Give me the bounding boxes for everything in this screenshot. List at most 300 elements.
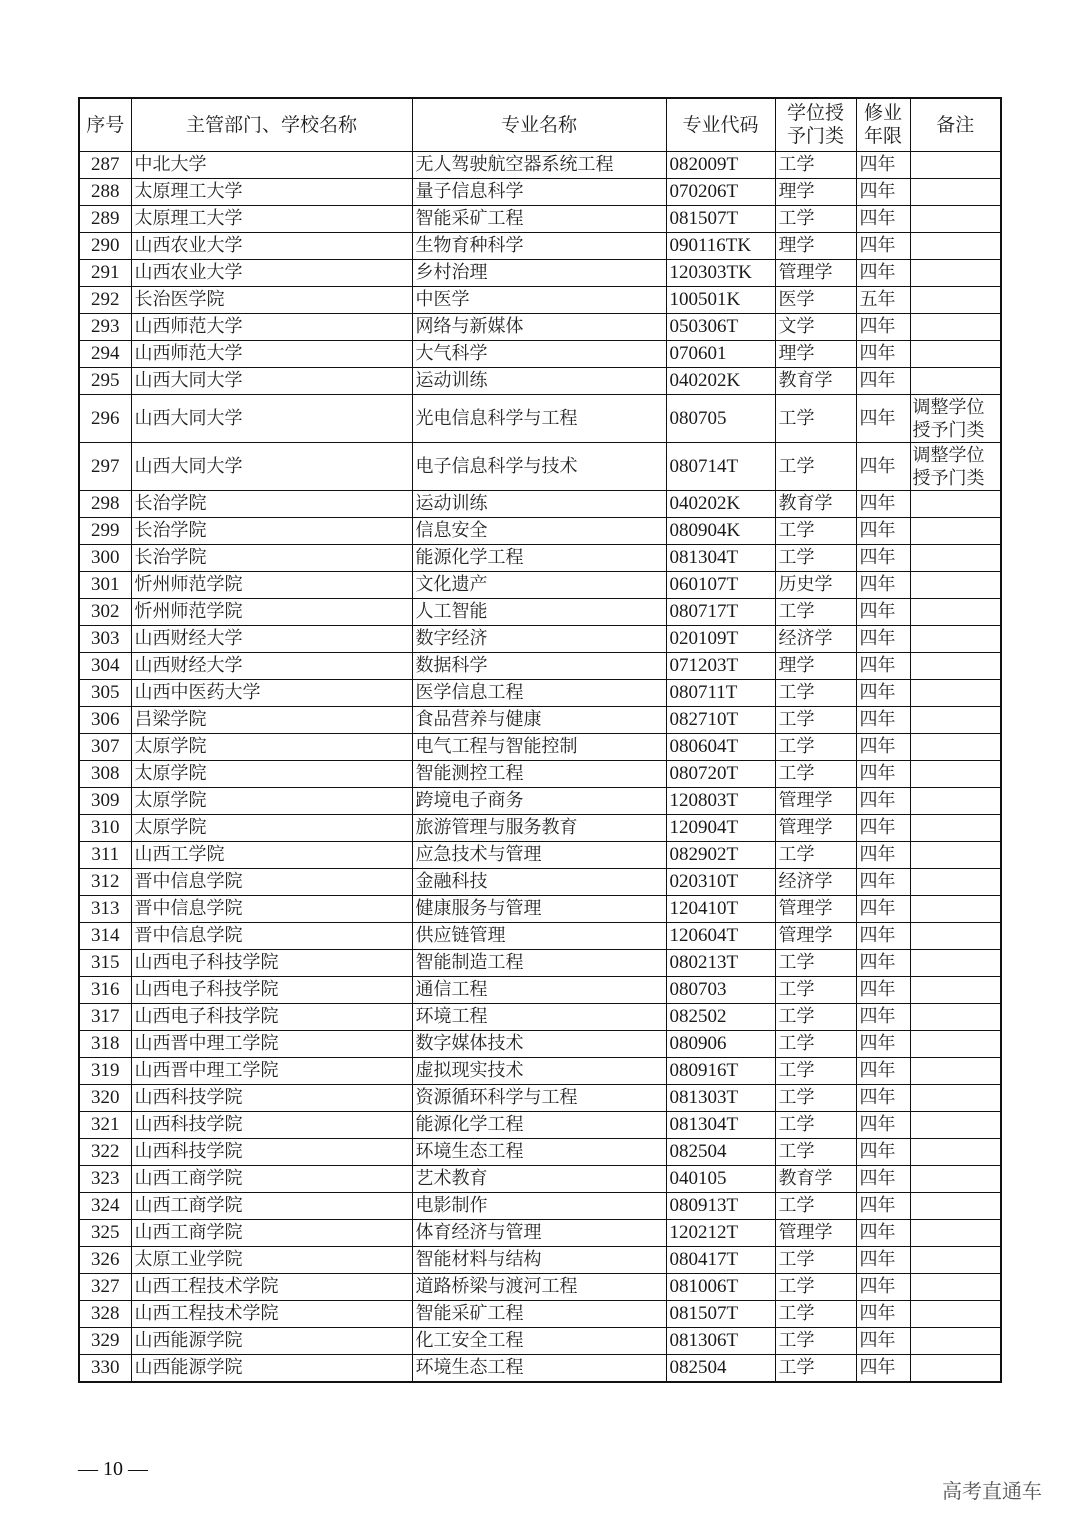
row-years: 四年 xyxy=(856,1139,910,1166)
row-major: 金融科技 xyxy=(412,869,666,896)
row-seq: 319 xyxy=(79,1058,131,1085)
table-row xyxy=(79,1328,1001,1355)
row-note xyxy=(910,869,1001,896)
row-code: 080711T xyxy=(666,680,775,707)
row-note xyxy=(910,653,1001,680)
row-code: 080705 xyxy=(666,395,775,443)
row-degree: 理学 xyxy=(775,341,856,368)
row-school: 山西财经大学 xyxy=(131,626,412,653)
row-major: 中医学 xyxy=(412,287,666,314)
row-major: 医学信息工程 xyxy=(412,680,666,707)
row-note xyxy=(910,1220,1001,1247)
row-seq: 296 xyxy=(79,395,131,443)
row-major: 智能采矿工程 xyxy=(412,206,666,233)
row-note xyxy=(910,626,1001,653)
row-note xyxy=(910,1166,1001,1193)
row-seq: 328 xyxy=(79,1301,131,1328)
row-school: 长治学院 xyxy=(131,545,412,572)
row-school: 山西电子科技学院 xyxy=(131,1004,412,1031)
row-degree: 教育学 xyxy=(775,1166,856,1193)
row-note xyxy=(910,1274,1001,1301)
row-major: 旅游管理与服务教育 xyxy=(412,815,666,842)
row-code: 120303TK xyxy=(666,260,775,287)
row-years: 四年 xyxy=(856,1247,910,1274)
row-years: 四年 xyxy=(856,206,910,233)
row-code: 082504 xyxy=(666,1355,775,1383)
row-code: 081304T xyxy=(666,1112,775,1139)
row-note xyxy=(910,1355,1001,1383)
row-seq: 314 xyxy=(79,923,131,950)
row-years: 四年 xyxy=(856,734,910,761)
row-major: 乡村治理 xyxy=(412,260,666,287)
row-seq: 324 xyxy=(79,1193,131,1220)
row-major: 能源化学工程 xyxy=(412,1112,666,1139)
row-major: 网络与新媒体 xyxy=(412,314,666,341)
row-degree: 文学 xyxy=(775,314,856,341)
row-years: 四年 xyxy=(856,518,910,545)
row-seq: 312 xyxy=(79,869,131,896)
row-seq: 316 xyxy=(79,977,131,1004)
row-major: 数字经济 xyxy=(412,626,666,653)
table-row xyxy=(79,1355,1001,1383)
row-code: 080717T xyxy=(666,599,775,626)
row-code: 080916T xyxy=(666,1058,775,1085)
row-years: 四年 xyxy=(856,1301,910,1328)
row-major: 环境生态工程 xyxy=(412,1139,666,1166)
header-school: 主管部门、学校名称 xyxy=(131,98,412,152)
table-row xyxy=(79,815,1001,842)
row-school: 晋中信息学院 xyxy=(131,869,412,896)
header-note: 备注 xyxy=(910,98,1001,152)
table-row xyxy=(79,680,1001,707)
table-row xyxy=(79,896,1001,923)
row-seq: 317 xyxy=(79,1004,131,1031)
row-school: 中北大学 xyxy=(131,152,412,179)
row-major: 数据科学 xyxy=(412,653,666,680)
row-code: 040202K xyxy=(666,491,775,518)
row-code: 082502 xyxy=(666,1004,775,1031)
row-code: 081006T xyxy=(666,1274,775,1301)
row-seq: 306 xyxy=(79,707,131,734)
row-seq: 289 xyxy=(79,206,131,233)
row-school: 太原学院 xyxy=(131,815,412,842)
table-row xyxy=(79,1193,1001,1220)
row-degree: 工学 xyxy=(775,1139,856,1166)
row-school: 山西师范大学 xyxy=(131,314,412,341)
row-years: 四年 xyxy=(856,1193,910,1220)
table-row xyxy=(79,545,1001,572)
row-years: 四年 xyxy=(856,314,910,341)
row-major: 体育经济与管理 xyxy=(412,1220,666,1247)
row-school: 山西电子科技学院 xyxy=(131,977,412,1004)
row-school: 山西财经大学 xyxy=(131,653,412,680)
row-note xyxy=(910,1058,1001,1085)
header-degree xyxy=(775,98,856,152)
row-years: 四年 xyxy=(856,572,910,599)
table-row xyxy=(79,206,1001,233)
row-code: 080417T xyxy=(666,1247,775,1274)
row-years: 四年 xyxy=(856,923,910,950)
row-major: 智能测控工程 xyxy=(412,761,666,788)
row-years: 四年 xyxy=(856,1085,910,1112)
row-note xyxy=(910,1247,1001,1274)
row-code: 080703 xyxy=(666,977,775,1004)
row-note xyxy=(910,977,1001,1004)
row-years: 四年 xyxy=(856,341,910,368)
row-major: 电影制作 xyxy=(412,1193,666,1220)
row-note xyxy=(910,572,1001,599)
row-seq: 326 xyxy=(79,1247,131,1274)
row-note xyxy=(910,1004,1001,1031)
row-code: 100501K xyxy=(666,287,775,314)
row-major: 食品营养与健康 xyxy=(412,707,666,734)
row-degree: 工学 xyxy=(775,545,856,572)
row-school: 山西农业大学 xyxy=(131,260,412,287)
row-degree: 工学 xyxy=(775,1058,856,1085)
row-seq: 318 xyxy=(79,1031,131,1058)
row-degree: 工学 xyxy=(775,977,856,1004)
table-row xyxy=(79,1166,1001,1193)
row-school: 太原学院 xyxy=(131,734,412,761)
row-code: 060107T xyxy=(666,572,775,599)
row-degree: 工学 xyxy=(775,1355,856,1383)
row-major: 电子信息科学与技术 xyxy=(412,443,666,491)
row-degree: 工学 xyxy=(775,1328,856,1355)
row-seq: 295 xyxy=(79,368,131,395)
row-seq: 291 xyxy=(79,260,131,287)
row-code: 080213T xyxy=(666,950,775,977)
header-code: 专业代码 xyxy=(666,98,775,152)
row-degree: 理学 xyxy=(775,233,856,260)
row-code: 020310T xyxy=(666,869,775,896)
row-school: 山西工程技术学院 xyxy=(131,1301,412,1328)
row-years: 四年 xyxy=(856,233,910,260)
row-note xyxy=(910,923,1001,950)
row-seq: 307 xyxy=(79,734,131,761)
row-code: 120803T xyxy=(666,788,775,815)
table-row xyxy=(79,977,1001,1004)
header-degree-line1: 学位授 xyxy=(786,102,844,124)
row-years: 四年 xyxy=(856,815,910,842)
row-major: 艺术教育 xyxy=(412,1166,666,1193)
row-seq: 309 xyxy=(79,788,131,815)
row-code: 081507T xyxy=(666,206,775,233)
table-row xyxy=(79,1085,1001,1112)
row-code: 120904T xyxy=(666,815,775,842)
row-major: 智能采矿工程 xyxy=(412,1301,666,1328)
table-row xyxy=(79,443,1001,491)
row-code: 082902T xyxy=(666,842,775,869)
row-school: 山西农业大学 xyxy=(131,233,412,260)
row-school: 山西能源学院 xyxy=(131,1355,412,1383)
row-school: 山西科技学院 xyxy=(131,1112,412,1139)
row-seq: 299 xyxy=(79,518,131,545)
table-row xyxy=(79,233,1001,260)
row-seq: 305 xyxy=(79,680,131,707)
row-major: 智能材料与结构 xyxy=(412,1247,666,1274)
row-seq: 304 xyxy=(79,653,131,680)
row-seq: 321 xyxy=(79,1112,131,1139)
row-school: 晋中信息学院 xyxy=(131,896,412,923)
table-row xyxy=(79,260,1001,287)
row-note xyxy=(910,341,1001,368)
row-school: 山西工商学院 xyxy=(131,1193,412,1220)
row-degree: 管理学 xyxy=(775,896,856,923)
row-seq: 302 xyxy=(79,599,131,626)
table-row xyxy=(79,1247,1001,1274)
row-degree: 工学 xyxy=(775,1004,856,1031)
row-degree: 工学 xyxy=(775,395,856,443)
row-degree: 教育学 xyxy=(775,491,856,518)
row-degree: 经济学 xyxy=(775,869,856,896)
row-major: 光电信息科学与工程 xyxy=(412,395,666,443)
table-row xyxy=(79,395,1001,443)
row-major: 环境工程 xyxy=(412,1004,666,1031)
row-years: 四年 xyxy=(856,395,910,443)
row-years: 四年 xyxy=(856,1328,910,1355)
table-row xyxy=(79,287,1001,314)
row-code: 081304T xyxy=(666,545,775,572)
row-major: 能源化学工程 xyxy=(412,545,666,572)
table-row xyxy=(79,1301,1001,1328)
row-degree: 工学 xyxy=(775,734,856,761)
table-row xyxy=(79,572,1001,599)
row-seq: 308 xyxy=(79,761,131,788)
row-degree: 管理学 xyxy=(775,260,856,287)
row-note xyxy=(910,314,1001,341)
row-note xyxy=(910,287,1001,314)
row-code: 082710T xyxy=(666,707,775,734)
row-years: 四年 xyxy=(856,653,910,680)
row-degree: 工学 xyxy=(775,599,856,626)
row-seq: 301 xyxy=(79,572,131,599)
row-note xyxy=(910,788,1001,815)
row-school: 山西晋中理工学院 xyxy=(131,1031,412,1058)
row-years: 四年 xyxy=(856,788,910,815)
row-degree: 管理学 xyxy=(775,1220,856,1247)
row-major: 电气工程与智能控制 xyxy=(412,734,666,761)
row-major: 大气科学 xyxy=(412,341,666,368)
row-major: 跨境电子商务 xyxy=(412,788,666,815)
row-seq: 292 xyxy=(79,287,131,314)
row-seq: 311 xyxy=(79,842,131,869)
row-degree: 工学 xyxy=(775,707,856,734)
row-school: 吕梁学院 xyxy=(131,707,412,734)
row-years: 四年 xyxy=(856,443,910,491)
row-school: 长治学院 xyxy=(131,518,412,545)
row-years: 四年 xyxy=(856,491,910,518)
row-years: 四年 xyxy=(856,368,910,395)
row-years: 四年 xyxy=(856,1004,910,1031)
table-row xyxy=(79,1004,1001,1031)
row-note xyxy=(910,1085,1001,1112)
row-major: 智能制造工程 xyxy=(412,950,666,977)
row-major: 道路桥梁与渡河工程 xyxy=(412,1274,666,1301)
row-degree: 工学 xyxy=(775,1085,856,1112)
table-row xyxy=(79,1220,1001,1247)
row-major: 应急技术与管理 xyxy=(412,842,666,869)
table-row xyxy=(79,491,1001,518)
row-major: 运动训练 xyxy=(412,368,666,395)
row-note xyxy=(910,1031,1001,1058)
table-row xyxy=(79,842,1001,869)
row-seq: 327 xyxy=(79,1274,131,1301)
row-note: 调整学位授予门类 xyxy=(910,395,1001,443)
row-note xyxy=(910,734,1001,761)
table-row xyxy=(79,707,1001,734)
row-seq: 322 xyxy=(79,1139,131,1166)
row-degree: 工学 xyxy=(775,842,856,869)
row-degree: 工学 xyxy=(775,443,856,491)
row-major: 健康服务与管理 xyxy=(412,896,666,923)
row-code: 070601 xyxy=(666,341,775,368)
row-note xyxy=(910,233,1001,260)
row-note xyxy=(910,179,1001,206)
header-major: 专业名称 xyxy=(412,98,666,152)
row-code: 080714T xyxy=(666,443,775,491)
row-note xyxy=(910,599,1001,626)
row-school: 山西中医药大学 xyxy=(131,680,412,707)
row-note xyxy=(910,815,1001,842)
row-note xyxy=(910,152,1001,179)
row-code: 080604T xyxy=(666,734,775,761)
row-degree: 工学 xyxy=(775,761,856,788)
row-years: 四年 xyxy=(856,545,910,572)
row-school: 山西电子科技学院 xyxy=(131,950,412,977)
row-degree: 工学 xyxy=(775,1301,856,1328)
row-degree: 工学 xyxy=(775,680,856,707)
row-seq: 298 xyxy=(79,491,131,518)
row-major: 通信工程 xyxy=(412,977,666,1004)
table-header-row xyxy=(79,98,1001,152)
row-degree: 工学 xyxy=(775,950,856,977)
row-code: 081507T xyxy=(666,1301,775,1328)
row-degree: 理学 xyxy=(775,653,856,680)
row-code: 120604T xyxy=(666,923,775,950)
row-code: 020109T xyxy=(666,626,775,653)
table-body xyxy=(79,152,1001,1383)
row-seq: 329 xyxy=(79,1328,131,1355)
row-school: 晋中信息学院 xyxy=(131,923,412,950)
header-seq: 序号 xyxy=(79,98,131,152)
row-degree: 工学 xyxy=(775,206,856,233)
row-school: 山西大同大学 xyxy=(131,368,412,395)
row-code: 082504 xyxy=(666,1139,775,1166)
table-row xyxy=(79,761,1001,788)
table-row xyxy=(79,950,1001,977)
row-years: 四年 xyxy=(856,599,910,626)
row-code: 080904K xyxy=(666,518,775,545)
row-major: 供应链管理 xyxy=(412,923,666,950)
row-major: 虚拟现实技术 xyxy=(412,1058,666,1085)
row-major: 运动训练 xyxy=(412,491,666,518)
row-years: 四年 xyxy=(856,707,910,734)
row-note xyxy=(910,1193,1001,1220)
watermark: 高考直通车 xyxy=(942,1479,1042,1503)
page-number: — 10 — xyxy=(78,1458,148,1480)
row-seq: 287 xyxy=(79,152,131,179)
table-row xyxy=(79,1112,1001,1139)
row-major: 量子信息科学 xyxy=(412,179,666,206)
row-note xyxy=(910,518,1001,545)
table-row xyxy=(79,1031,1001,1058)
row-major: 环境生态工程 xyxy=(412,1355,666,1383)
row-school: 山西大同大学 xyxy=(131,443,412,491)
row-years: 四年 xyxy=(856,761,910,788)
row-degree: 工学 xyxy=(775,1274,856,1301)
row-school: 忻州师范学院 xyxy=(131,599,412,626)
row-note xyxy=(910,680,1001,707)
row-code: 080906 xyxy=(666,1031,775,1058)
row-school: 山西工程技术学院 xyxy=(131,1274,412,1301)
row-note xyxy=(910,761,1001,788)
row-degree: 医学 xyxy=(775,287,856,314)
table-row xyxy=(79,788,1001,815)
row-seq: 294 xyxy=(79,341,131,368)
row-years: 四年 xyxy=(856,896,910,923)
row-years: 四年 xyxy=(856,869,910,896)
row-years: 四年 xyxy=(856,842,910,869)
row-code: 080913T xyxy=(666,1193,775,1220)
row-school: 山西工商学院 xyxy=(131,1220,412,1247)
row-years: 四年 xyxy=(856,977,910,1004)
row-school: 山西工商学院 xyxy=(131,1166,412,1193)
row-note xyxy=(910,707,1001,734)
row-years: 五年 xyxy=(856,287,910,314)
row-major: 资源循环科学与工程 xyxy=(412,1085,666,1112)
header-degree-line2: 予门类 xyxy=(786,125,844,147)
row-degree: 历史学 xyxy=(775,572,856,599)
table-row xyxy=(79,1274,1001,1301)
row-seq: 315 xyxy=(79,950,131,977)
row-major: 化工安全工程 xyxy=(412,1328,666,1355)
row-school: 山西能源学院 xyxy=(131,1328,412,1355)
row-note xyxy=(910,1328,1001,1355)
row-school: 太原学院 xyxy=(131,788,412,815)
row-note xyxy=(910,491,1001,518)
table-row xyxy=(79,1058,1001,1085)
row-seq: 320 xyxy=(79,1085,131,1112)
row-degree: 教育学 xyxy=(775,368,856,395)
row-school: 山西科技学院 xyxy=(131,1085,412,1112)
row-school: 山西大同大学 xyxy=(131,395,412,443)
row-school: 忻州师范学院 xyxy=(131,572,412,599)
row-seq: 297 xyxy=(79,443,131,491)
row-code: 070206T xyxy=(666,179,775,206)
row-years: 四年 xyxy=(856,1058,910,1085)
row-code: 040202K xyxy=(666,368,775,395)
row-note xyxy=(910,1112,1001,1139)
row-years: 四年 xyxy=(856,1274,910,1301)
row-major: 信息安全 xyxy=(412,518,666,545)
row-seq: 313 xyxy=(79,896,131,923)
row-school: 太原学院 xyxy=(131,761,412,788)
row-school: 山西师范大学 xyxy=(131,341,412,368)
row-code: 120410T xyxy=(666,896,775,923)
table-row xyxy=(79,518,1001,545)
row-note xyxy=(910,950,1001,977)
table-row xyxy=(79,314,1001,341)
row-school: 山西晋中理工学院 xyxy=(131,1058,412,1085)
table-row xyxy=(79,626,1001,653)
row-major: 生物育种科学 xyxy=(412,233,666,260)
row-note xyxy=(910,260,1001,287)
row-years: 四年 xyxy=(856,626,910,653)
row-years: 四年 xyxy=(856,1355,910,1383)
row-years: 四年 xyxy=(856,680,910,707)
row-note: 调整学位授予门类 xyxy=(910,443,1001,491)
row-years: 四年 xyxy=(856,1220,910,1247)
